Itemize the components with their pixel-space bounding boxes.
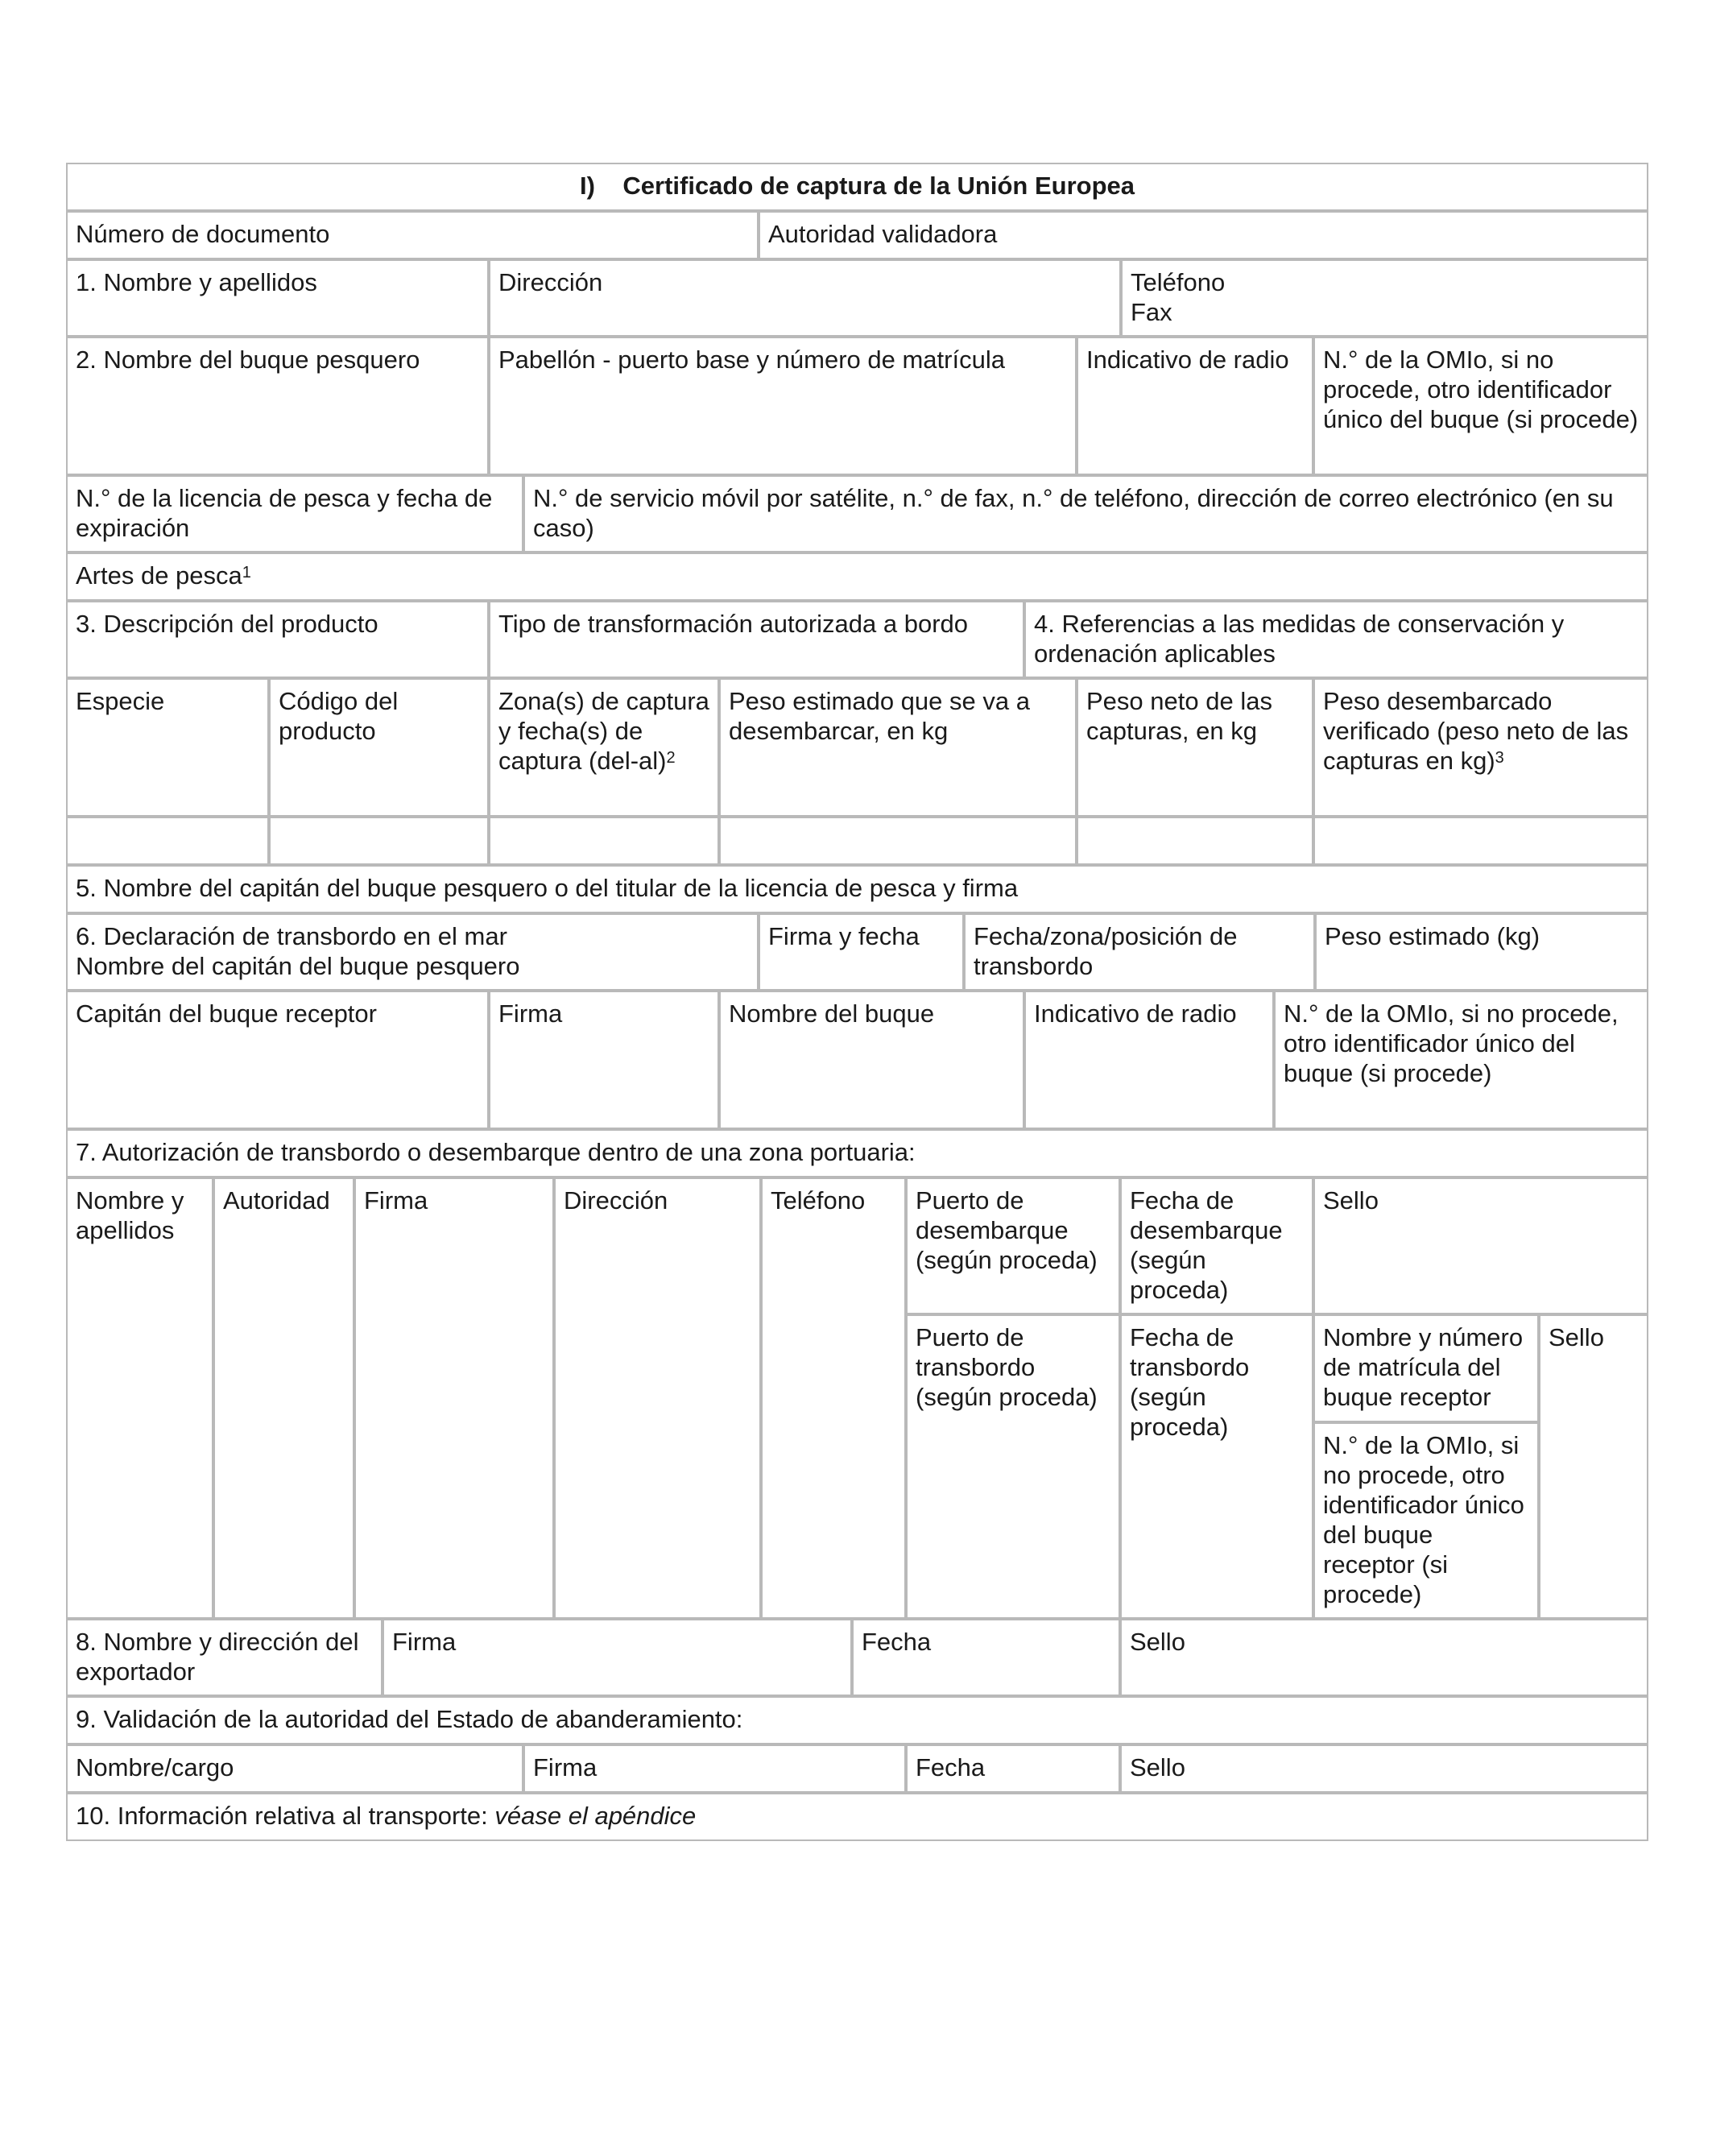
exporter-signature-label: Firma [392,1628,457,1656]
estimated-weight-kg-field[interactable] [1315,913,1648,991]
transshipment-date-label: Fecha de transbordo (según proceda) [1130,1323,1250,1441]
sign-date-field[interactable] [759,913,964,991]
master-name-label: Nombre del capitán del buque pesquero [76,952,520,980]
estimated-weight-label: Peso estimado que se va a desembarcar, en kg [729,687,1030,745]
receiver-registration-label: Nombre y número de matrícula del buque receptor [1323,1323,1524,1411]
exporter-date-label: Fecha [862,1628,932,1656]
verified-weight-input[interactable] [1313,817,1648,865]
address-field[interactable] [489,259,1121,337]
product-description-label: 3. Descripción del producto [76,610,378,638]
landing-date-label: Fecha de desembarque (según proceda) [1130,1186,1283,1304]
receiver-signature-label: Firma [498,999,563,1028]
section-number: I) [579,172,595,200]
transshipment-declaration-label: 6. Declaración de transbordo en el mar [76,922,507,950]
validation-signature-field[interactable] [523,1744,906,1793]
transshipment-stamp-field[interactable] [1539,1314,1648,1619]
exporter-field[interactable] [66,1619,383,1696]
receiver-master-field[interactable] [66,991,489,1129]
estimated-weight-input[interactable] [719,817,1077,865]
appendix-reference: véase el apéndice [494,1802,697,1830]
phone-label: Teléfono [1131,268,1226,296]
vessel-name-label: 2. Nombre del buque pesquero [76,346,420,374]
port-authority-label: Autoridad [223,1186,330,1215]
fax-label: Fax [1131,298,1172,326]
exporter-label: 8. Nombre y dirección del exportador [76,1628,359,1686]
license-field[interactable] [66,475,523,552]
document-number-label: Número de documento [76,220,330,248]
landing-date-field[interactable] [1120,1177,1313,1314]
address-label: Dirección [498,268,603,296]
product-code-label: Código del producto [279,687,399,745]
receiver-vessel-label: Nombre del buque [729,999,935,1028]
verified-weight-label: Peso desembarcado verificado (peso neto de las capturas en kg) [1323,687,1629,775]
receiver-call-sign-field[interactable] [1024,991,1274,1129]
imo-label: N.° de la OMIo, si no procede, otro identificador único del buque (si procede) [1323,346,1639,433]
receiver-master-label: Capitán del buque receptor [76,999,377,1028]
validating-authority-field[interactable] [759,211,1648,259]
sign-date-label: Firma y fecha [768,922,920,950]
port-name-label: Nombre y apellidos [76,1186,184,1244]
imo-field[interactable] [1313,337,1648,475]
species-input[interactable] [66,817,269,865]
receiver-imo-port-field[interactable] [1313,1422,1539,1619]
validation-date-field[interactable] [906,1744,1120,1793]
references-label: 4. Referencias a las medidas de conservación y ordenación aplicables [1034,610,1565,668]
document-number-field[interactable] [66,211,759,259]
fishing-gear-label: Artes de pesca [76,561,242,590]
phone-fax-field[interactable] [1121,259,1648,337]
vessel-name-field[interactable] [66,337,489,475]
transport-info-field[interactable] [66,1793,1648,1841]
date-zone-label: Fecha/zona/posición de transbordo [974,922,1238,980]
catch-zones-input[interactable] [489,817,719,865]
net-weight-input[interactable] [1077,817,1313,865]
name-label: 1. Nombre y apellidos [76,268,317,296]
receiver-registration-field[interactable] [1313,1314,1539,1422]
estimated-weight-kg-label: Peso estimado (kg) [1325,922,1540,950]
footnote-2: 2 [666,749,676,767]
flag-label: Pabellón - puerto base y número de matrícula [498,346,1005,374]
verified-weight-header [1313,678,1648,817]
validation-stamp-label: Sello [1130,1753,1185,1781]
port-phone-field[interactable] [761,1177,906,1619]
exporter-stamp-label: Sello [1130,1628,1185,1656]
call-sign-field[interactable] [1077,337,1313,475]
receiver-imo-label: N.° de la OMIo, si no procede, otro identificador único del buque (si procede) [1284,999,1619,1087]
footnote-3: 3 [1495,749,1504,767]
product-code-header [269,678,489,817]
master-label: 5. Nombre del capitán del buque pesquero o del titular de la licencia de pesca y firma [76,874,1019,902]
port-address-field[interactable] [554,1177,761,1619]
validation-date-label: Fecha [916,1753,986,1781]
net-weight-label: Peso neto de las capturas, en kg [1086,687,1272,745]
species-label: Especie [76,687,165,715]
fishing-gear-field[interactable] [66,552,1648,601]
port-authority-field[interactable] [213,1177,354,1619]
certificate-title [66,163,1648,211]
receiver-vessel-field[interactable] [719,991,1024,1129]
receiver-signature-field[interactable] [489,991,719,1129]
comms-field[interactable] [523,475,1648,552]
product-description-field[interactable] [66,601,489,678]
species-header [66,678,269,817]
footnote-1: 1 [242,564,251,581]
flag-state-validation-label: 9. Validación de la autoridad del Estado de abanderamiento: [76,1705,743,1733]
exporter-stamp-field[interactable] [1120,1619,1648,1696]
call-sign-label: Indicativo de radio [1086,346,1289,374]
catch-zones-label: Zona(s) de captura y fecha(s) de captura (del-al) [498,687,709,775]
port-name-field[interactable] [66,1177,213,1619]
flag-state-validation-field[interactable] [66,1696,1648,1744]
receiver-call-sign-label: Indicativo de radio [1034,999,1237,1028]
processing-type-field[interactable] [489,601,1024,678]
transshipment-declaration-field[interactable] [66,913,759,991]
transshipment-stamp-label: Sello [1549,1323,1604,1351]
date-zone-field[interactable] [964,913,1315,991]
transshipment-port-field[interactable] [906,1314,1120,1619]
landing-port-label: Puerto de desembarque (según proceda) [916,1186,1098,1274]
comms-label: N.° de servicio móvil por satélite, n.° de fax, n.° de teléfono, dirección de correo electrónico (en su caso) [533,484,1614,542]
processing-type-label: Tipo de transformación autorizada a bordo [498,610,969,638]
validation-name-field[interactable] [66,1744,523,1793]
product-code-input[interactable] [269,817,489,865]
port-authorisation-field[interactable] [66,1129,1648,1177]
validation-signature-label: Firma [533,1753,598,1781]
port-address-label: Dirección [564,1186,668,1215]
exporter-signature-field[interactable] [383,1619,852,1696]
estimated-weight-header [719,678,1077,817]
transshipment-date-field[interactable] [1120,1314,1313,1619]
landing-stamp-label: Sello [1323,1186,1379,1215]
receiver-imo-field[interactable] [1274,991,1648,1129]
port-authorisation-label: 7. Autorización de transbordo o desembarque dentro de una zona portuaria: [76,1138,916,1166]
title-text: Certificado de captura de la Unión Europea [622,172,1135,200]
port-phone-label: Teléfono [771,1186,866,1215]
validation-name-label: Nombre/cargo [76,1753,234,1781]
landing-stamp-field[interactable] [1313,1177,1648,1314]
port-signature-field[interactable] [354,1177,554,1619]
port-signature-label: Firma [364,1186,428,1215]
master-field[interactable] [66,865,1648,913]
catch-zones-header [489,678,719,817]
name-field[interactable] [66,259,489,337]
net-weight-header [1077,678,1313,817]
receiver-imo-port-label: N.° de la OMIo, si no procede, otro identificador único del buque receptor (si procede) [1323,1431,1524,1608]
references-field[interactable] [1024,601,1648,678]
exporter-date-field[interactable] [852,1619,1120,1696]
flag-field[interactable] [489,337,1077,475]
transshipment-port-label: Puerto de transbordo (según proceda) [916,1323,1098,1411]
license-label: N.° de la licencia de pesca y fecha de expiración [76,484,493,542]
landing-port-field[interactable] [906,1177,1120,1314]
transport-info-label: 10. Información relativa al transporte: [76,1802,495,1830]
validating-authority-label: Autoridad validadora [768,220,998,248]
validation-stamp-field[interactable] [1120,1744,1648,1793]
